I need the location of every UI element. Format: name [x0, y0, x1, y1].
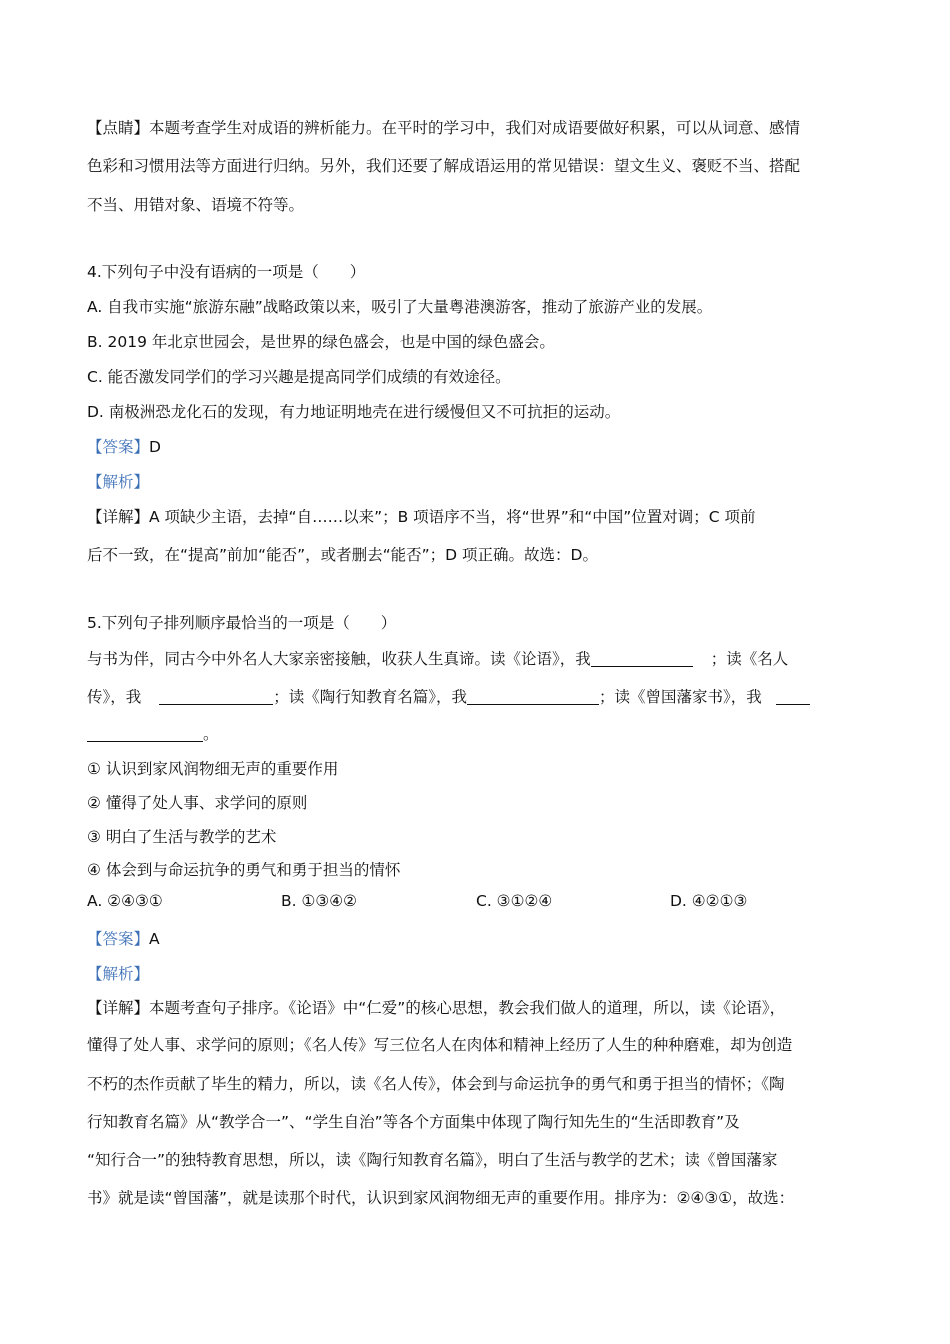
q5-detail-line-2: 懂得了处人事、求学问的原则；《名人传》写三位名人在肉体和精神上经历了人生的种种磨难，却为创造 — [87, 1036, 793, 1054]
passage-text: ；读《名人 — [710, 650, 789, 668]
q4-detail-line-2: 后不一致，在“提高”前加“能否”，或者删去“能否”；D 项正确。故选：D。 — [87, 546, 598, 564]
q5-option-a: A. ②④③① — [87, 892, 163, 910]
q4-stem: 4.下列句子中没有语病的一项是（ ） — [87, 263, 366, 281]
q4-option-b: B. 2019 年北京世园会，是世界的绿色盛会，也是中国的绿色盛会。 — [87, 333, 555, 351]
q5-analysis: 【解析】 — [87, 965, 150, 983]
fill-blank — [591, 650, 693, 667]
detail-text: 本题考查句子排序。《论语》中“仁爱”的核心思想，教会我们做人的道理，所以，读《论语》， — [149, 999, 786, 1017]
q5-detail-line-1 — [87, 996, 785, 1018]
q5-option-d: D. ④②①③ — [670, 892, 748, 910]
q4-option-c: C. 能否激发同学们的学习兴趣是提高同学们成绩的有效途径。 — [87, 368, 511, 386]
q5-passage-line-1 — [87, 647, 788, 669]
answer-value: D — [149, 438, 161, 456]
dianjing-line-3: 不当、用错对象、语境不符等。 — [87, 196, 305, 214]
answer-label: 【答案】 — [87, 438, 150, 456]
q5-sentence-1: ① 认识到家风润物细无声的重要作用 — [87, 760, 339, 778]
q5-passage-line-2 — [87, 685, 810, 707]
passage-text: ；读《曾国藩家书》，我 — [599, 688, 762, 706]
fill-blank — [87, 725, 203, 742]
q4-detail-line-1 — [87, 505, 756, 527]
fill-blank — [467, 688, 599, 705]
answer-label: 【答案】 — [87, 930, 150, 948]
fill-blank — [159, 688, 273, 705]
passage-text: ；读《陶行知教育名篇》，我 — [273, 688, 468, 706]
q4-answer — [87, 435, 161, 457]
q5-sentence-2: ② 懂得了处人事、求学问的原则 — [87, 794, 308, 812]
q5-option-c: C. ③①②④ — [476, 892, 553, 910]
q5-detail-line-3: 不朽的杰作贡献了毕生的精力，所以，读《名人传》，体会到与命运抗争的勇气和勇于担当的情怀；《陶 — [87, 1075, 785, 1093]
q5-detail-line-4: 行知教育名篇》从“教学合一”、“学生自治”等各个方面集中体现了陶行知先生的“生活即教育”及 — [87, 1113, 740, 1131]
q5-stem: 5.下列句子排列顺序最恰当的一项是（ ） — [87, 614, 397, 632]
detail-label: 【详解】 — [87, 508, 150, 526]
fill-blank — [776, 688, 810, 705]
dianjing-line-2: 色彩和习惯用法等方面进行归纳。另外，我们还要了解成语运用的常见错误：望文生义、褒贬不当、搭配 — [87, 157, 801, 175]
q5-passage-line-3 — [87, 722, 219, 744]
q5-sentence-4: ④ 体会到与命运抗争的勇气和勇于担当的情怀 — [87, 861, 401, 879]
detail-text: A 项缺少主语，去掉“自……以来”；B 项语序不当，将“世界”和“中国”位置对调；C 项前 — [149, 508, 756, 526]
passage-text: 与书为伴，同古今中外名人大家亲密接触，收获人生真谛。读《论语》，我 — [87, 650, 591, 668]
q4-option-a: A. 自我市实施“旅游东融”战略政策以来，吸引了大量粤港澳游客，推动了旅游产业的发展。 — [87, 298, 713, 316]
q5-option-b: B. ①③④② — [281, 892, 358, 910]
q4-option-d: D. 南极洲恐龙化石的发现，有力地证明地壳在进行缓慢但又不可抗拒的运动。 — [87, 403, 621, 421]
q5-detail-line-5: “知行合一”的独特教育思想，所以，读《陶行知教育名篇》，明白了生活与教学的艺术；读《曾国藩家 — [87, 1151, 778, 1169]
dianjing-line-1: 【点睛】本题考查学生对成语的辨析能力。在平时的学习中，我们对成语要做好积累，可以从词意、感情 — [87, 119, 801, 137]
passage-end: 。 — [203, 725, 219, 743]
detail-label: 【详解】 — [87, 999, 150, 1017]
answer-value: A — [149, 930, 160, 948]
q5-detail-line-6: 书》就是读“曾国藩”，就是读那个时代，认识到家风润物细无声的重要作用。排序为：②④③①，故选： — [87, 1189, 795, 1207]
q4-analysis: 【解析】 — [87, 473, 150, 491]
q5-answer — [87, 927, 160, 949]
q5-sentence-3: ③ 明白了生活与教学的艺术 — [87, 828, 277, 846]
passage-text: 传》，我 — [87, 688, 142, 706]
